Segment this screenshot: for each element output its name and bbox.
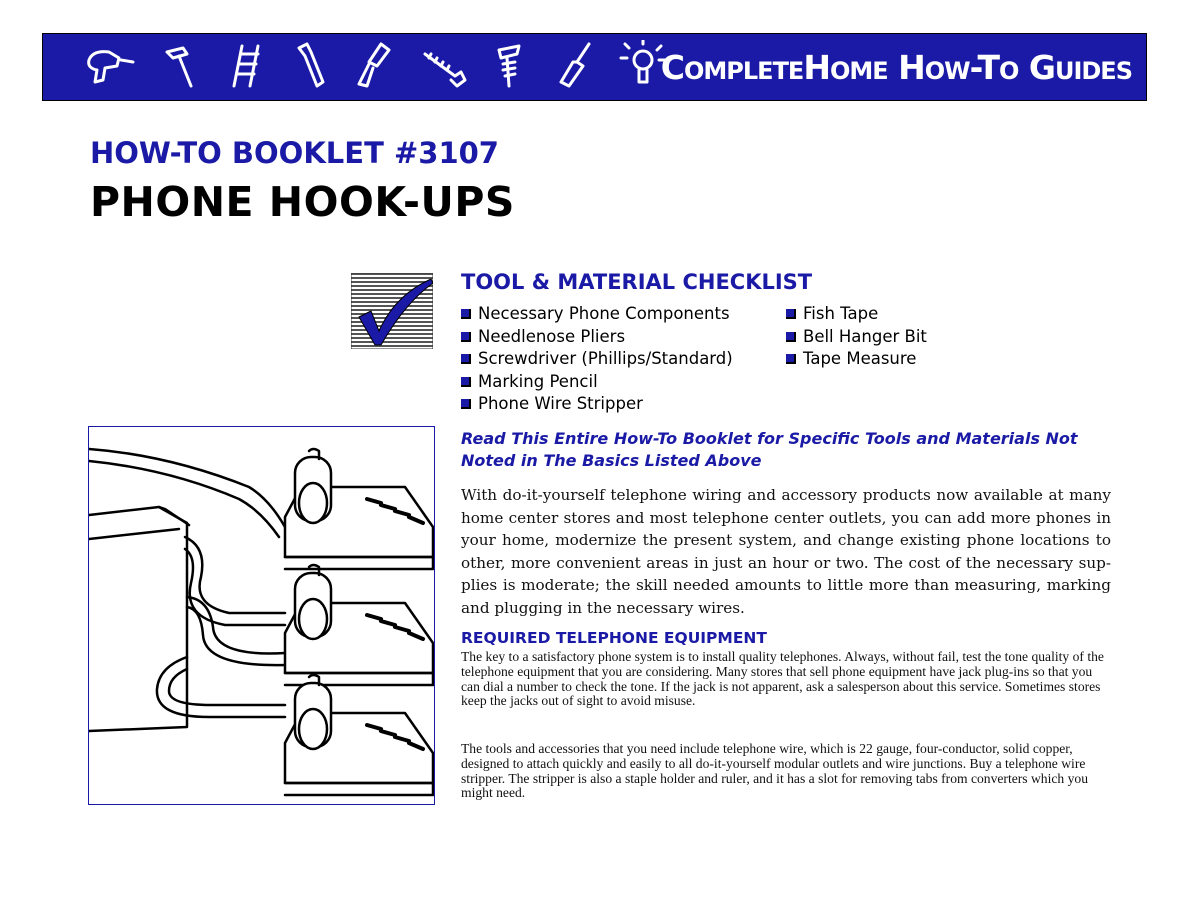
header-banner xyxy=(42,33,1147,101)
phone-3-drawing xyxy=(285,675,433,795)
list-item: Necessary Phone Components xyxy=(461,303,733,326)
checkmark-icon xyxy=(351,273,433,349)
drill-icon xyxy=(89,52,133,82)
checkbox-icon xyxy=(461,332,471,342)
required-equipment-heading: REQUIRED TELEPHONE EQUIPMENT xyxy=(461,629,767,647)
read-entire-booklet-note: Read This Entire How-To Booklet for Specific Tools and Materials Not Noted in The Basics Listed Above xyxy=(461,429,1078,470)
hammer-icon xyxy=(167,48,191,86)
intro-paragraph: With do-it-yourself telephone wiring and accessory products now available at many home center stores and most telephone center outlets, you can add more phones in your home, modernize the present system, and change existing phone locations to other, more convenient areas in just an hour or two. The cost of the necessary sup-plies is moderate; the skill needed amounts to little more than measuring, marking and plugging in the necessary wires. xyxy=(461,486,1111,617)
phone-1-drawing xyxy=(285,449,433,569)
list-item: Fish Tape xyxy=(786,303,927,326)
checkbox-icon xyxy=(786,354,796,364)
lightbulb-icon xyxy=(621,40,665,82)
paintbrush-icon xyxy=(359,44,389,86)
wrench-icon xyxy=(299,44,323,86)
screwdriver-icon xyxy=(561,44,589,86)
list-item: Bell Hanger Bit xyxy=(786,326,927,349)
phones-illustration xyxy=(88,426,435,805)
ladder-icon xyxy=(234,46,258,86)
phone-2-drawing xyxy=(285,565,433,685)
required-equipment-paragraph-2: The tools and accessories that you need include telephone wire, which is 22 gauge, four-conductor, solid copper, designed to attach quickly and easily to all do-it-yourself modular outlets and wire junctions. Buy a telephone wire stripper. The stripper is also a staple holder and ruler, and it has a slot for removing tabs from converters which you might need. xyxy=(461,741,1088,801)
list-item: Needlenose Pliers xyxy=(461,326,733,349)
required-equipment-paragraph-1: The key to a satisfactory phone system is to install quality telephones. Always, without fail, test the tone quality of the telephone equipment that you are considering. Many stores that sell phone equipment have jack plug-ins so that you can dial a number to check the tone. If the jack is not apparent, ask a salesperson about this service. Sometimes stores keep the jacks out of sight to avoid misuse. xyxy=(461,649,1104,709)
checklist-heading: TOOL & MATERIAL CHECKLIST xyxy=(461,270,813,294)
list-item: Screwdriver (Phillips/Standard) xyxy=(461,348,733,371)
tool-icon-strip xyxy=(83,40,703,96)
booklet-number: HOW-TO BOOKLET #3107 xyxy=(90,136,499,170)
list-item: Tape Measure xyxy=(786,348,927,371)
checkbox-icon xyxy=(786,309,796,319)
checkbox-icon xyxy=(461,399,471,409)
brand-title: COMPLETEHOME HOW-TO GUIDES xyxy=(660,48,1132,87)
checkbox-icon xyxy=(461,309,471,319)
screw-icon xyxy=(499,46,519,86)
checklist-column-1 xyxy=(461,303,733,416)
checklist-column-2 xyxy=(786,303,927,371)
list-item: Marking Pencil xyxy=(461,371,733,394)
checkbox-icon xyxy=(461,354,471,364)
checkbox-icon xyxy=(461,377,471,387)
list-item: Phone Wire Stripper xyxy=(461,393,733,416)
saw-icon xyxy=(425,54,465,86)
checkbox-icon xyxy=(786,332,796,342)
page-title: PHONE HOOK-UPS xyxy=(90,178,515,226)
